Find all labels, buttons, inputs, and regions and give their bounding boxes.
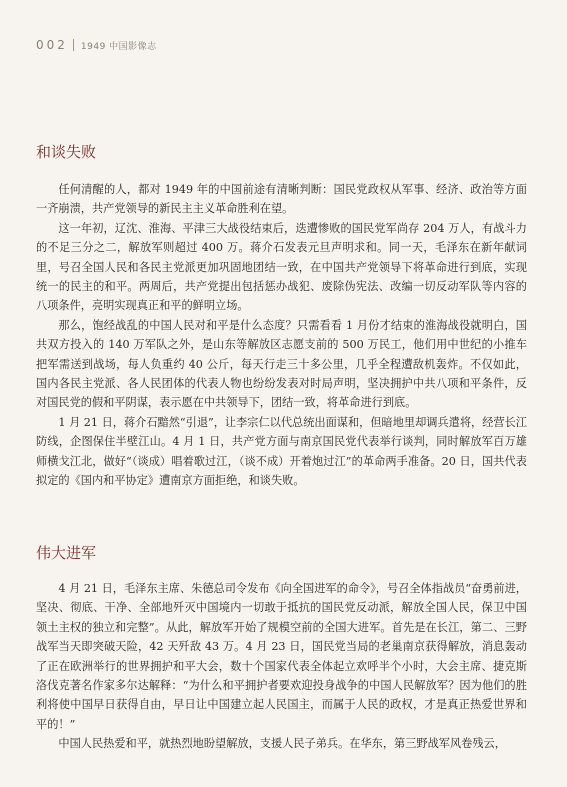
section-title: 和谈失败 xyxy=(36,143,97,161)
header-divider xyxy=(73,39,74,51)
section-title: 伟大进军 xyxy=(36,544,97,562)
section-body xyxy=(36,180,527,491)
section-body xyxy=(36,579,527,754)
paragraph: 任何清醒的人，都对 1949 年的中国前途有清晰判断：国民党政权从军事、经济、政治等方面一齐崩溃，共产党领导的新民主主义革命胜利在望。 xyxy=(36,183,527,216)
page-number: 002 xyxy=(36,38,68,52)
paragraph: 这一年初，辽沈、淮海、平津三大战役结束后，迭遭惨败的国民党军尚存 204 万人，有战斗力的不足三分之二，解放军则超过 400 万。蒋介石发表元旦声明求和。同一天，毛泽东在新年献词里，号召全国人民和各民主党派更加巩固地团结一致，在中国共产党领导下将革命进行到底，实现统一的民主的和平。两周后，共产党提出包括惩办战犯、废除伪宪法、改编一切反动军队等内容的八项条件，亮明实现真正和平的鲜明立场。 xyxy=(36,221,527,313)
paragraph: 那么，饱经战乱的中国人民对和平是什么态度？只需看看 1 月份才结束的淮海战役就明白，国共双方投入的 140 万军队之外，是山东等解放区志愿支前的 500 万民工，他们用中世纪的小推车把军需送到战场，每人负重约 40 公斤，每天行走三十多公里，几乎全程遭敌机轰炸。不仅如此，国内各民主党派、各人民团体的代表人物也纷纷发表对时局声明，坚决拥护中共八项和平条件，反对国民党的假和平阴谋，表示愿在中共领导下，团结一致，将革命进行到底。 xyxy=(36,318,527,410)
running-header xyxy=(36,38,157,52)
paragraph: 1 月 21 日，蒋介石黯然“引退”，让李宗仁以代总统出面谋和，但暗地里却调兵遣将，经营长江防线，企图保住半壁江山。4 月 1 日，共产党方面与南京国民党代表举行谈判，同时解放军百万雄师横戈江北，做好“（谈成）唱着歌过江，（谈不成）开着炮过江”的革命两手准备。20 日，国共代表拟定的《国内和平协定》遭南京方面拒绝，和谈失败。 xyxy=(36,415,527,488)
paragraph: 4 月 21 日，毛泽东主席、朱德总司令发布《向全国进军的命令》，号召全体指战员“奋勇前进，坚决、彻底、干净、全部地歼灭中国境内一切敢于抵抗的国民党反动派，解放全国人民，保卫中国领土主权的独立和完整”。从此，解放军开始了规模空前的全国大进军。首先是在长江，第二、三野战军当天即突破天险，42 天歼敌 43 万。4 月 23 日，国民党当局的老巢南京获得解放，消息轰动了正在欧洲举行的世界拥护和平大会，数十个国家代表全体起立欢呼半个小时，大会主席、捷克斯洛伐克著名作家多尔达解释：“为什么和平拥护者要欢迎投身战争的中国人民解放军？因为他们的胜利将使中国早日获得自由，早日让中国建立起人民国主，而属于人民的政权，才是真正热爱世界和平的！” xyxy=(36,582,527,731)
book-title: 1949 中国影像志 xyxy=(80,41,157,52)
section-great-advance xyxy=(36,542,527,754)
section-peace-talks xyxy=(36,141,527,491)
paragraph: 中国人民热爱和平，就热烈地盼望解放，支援人民子弟兵。在华东，第三野战军风卷残云， xyxy=(58,737,506,751)
